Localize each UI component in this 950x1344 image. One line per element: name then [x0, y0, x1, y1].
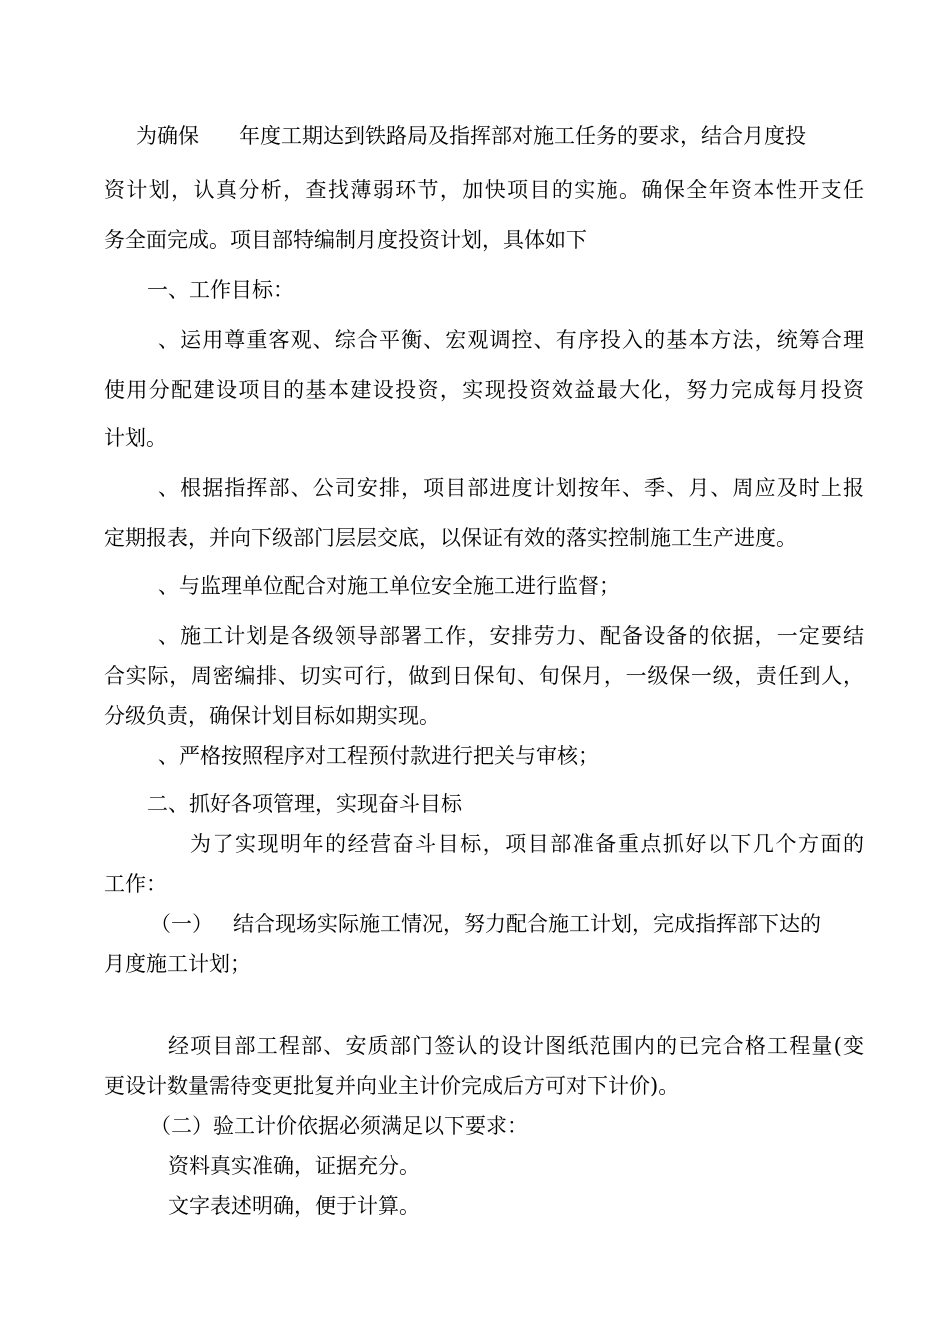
paragraph-intro-line-3: 务全面完成。项目部特编制月度投资计划，具体如下 — [104, 228, 587, 252]
section-2-paragraph-line-1: 为了实现明年的经营奋斗目标，项目部准备重点抓好以下几个方面的 — [190, 832, 864, 856]
paragraph-intro-line-1: 为确保 年度工期达到铁路局及指挥部对施工任务的要求，结合月度投 — [136, 124, 807, 148]
requirement-item-2: 文字表述明确，便于计算。 — [168, 1194, 420, 1218]
item-1-line-3: 计划。 — [104, 426, 167, 450]
subsection-1-line-1: （一） 结合现场实际施工情况，努力配合施工计划，完成指挥部下达的 — [150, 912, 822, 936]
section-2-paragraph-line-2: 工作： — [104, 872, 167, 896]
item-1-line-2: 使用分配建设项目的基本建设投资，实现投资效益最大化，努力完成每月投资 — [104, 378, 864, 402]
paragraph-intro-line-2: 资计划，认真分析，查找薄弱环节，加快项目的实施。确保全年资本性开支任 — [104, 178, 864, 202]
section-heading-1: 一、工作目标： — [147, 278, 294, 302]
item-1-line-1: 、运用尊重客观、综合平衡、宏观调控、有序投入的基本方法，统筹合理 — [158, 328, 864, 352]
requirement-item-1: 资料真实准确，证据充分。 — [168, 1154, 420, 1178]
subsection-1-line-2: 月度施工计划； — [104, 952, 251, 976]
quantity-paragraph-line-1: 经项目部工程部、安质部门签认的设计图纸范围内的已完合格工程量(变 — [168, 1034, 864, 1058]
item-4-line-1: 、施工计划是各级领导部署工作，安排劳力、配备设备的依据，一定要结 — [158, 624, 864, 648]
quantity-paragraph-line-2: 更设计数量需待变更批复并向业主计价完成后方可对下计价)。 — [104, 1074, 680, 1098]
item-4-line-3: 分级负责，确保计划目标如期实现。 — [104, 704, 440, 728]
item-2-line-1: 、根据指挥部、公司安排，项目部进度计划按年、季、月、周应及时上报 — [158, 476, 864, 500]
item-5-line-1: 、严格按照程序对工程预付款进行把关与审核； — [158, 744, 599, 768]
item-4-line-2: 合实际，周密编排、切实可行，做到日保旬、旬保月，一级保一级，责任到人， — [104, 664, 864, 688]
item-2-line-2: 定期报表，并向下级部门层层交底，以保证有效的落实控制施工生产进度。 — [104, 526, 797, 550]
subsection-2-heading: （二）验工计价依据必须满足以下要求： — [150, 1114, 528, 1138]
section-heading-2: 二、抓好各项管理，实现奋斗目标 — [147, 792, 462, 816]
item-3-line-1: 、与监理单位配合对施工单位安全施工进行监督； — [158, 574, 620, 598]
